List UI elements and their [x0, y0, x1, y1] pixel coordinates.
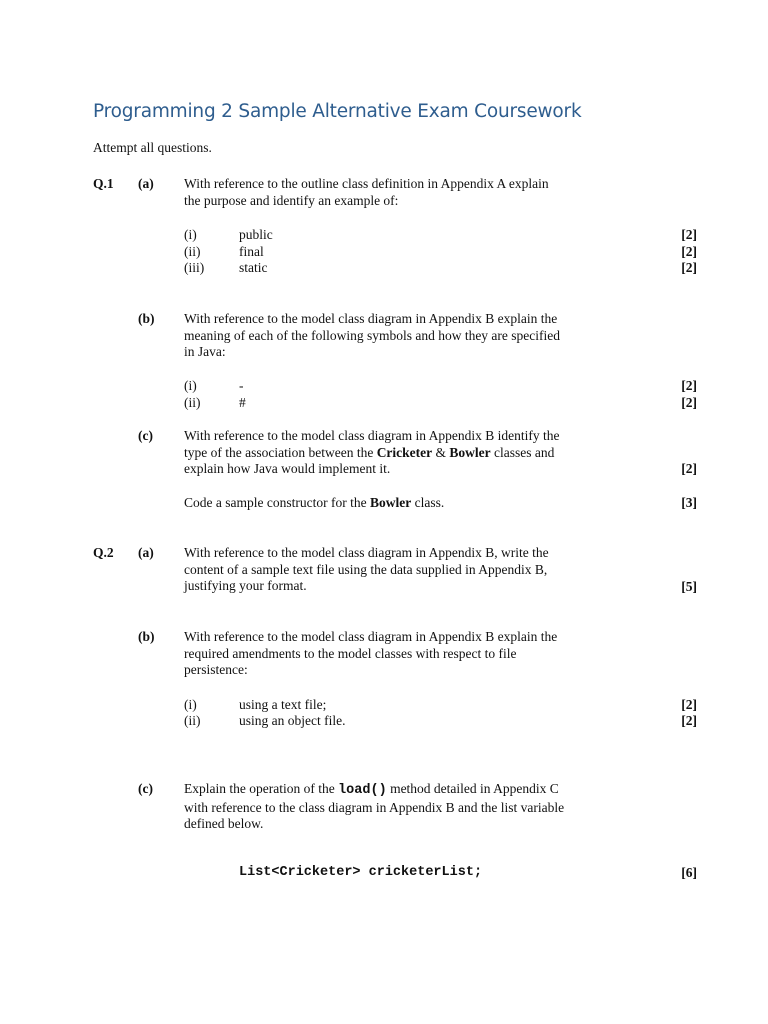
q1b-line-1: With reference to the model class diagram in Appendix B explain the — [184, 311, 558, 326]
q2-part-b-label: (b) — [138, 629, 155, 644]
q2b-item-1-text: using a text file; — [239, 697, 327, 712]
q1a-item-1-text: public — [239, 227, 273, 242]
q1b-item-2-mark: [2] — [681, 395, 697, 410]
q1a-line-2: the purpose and identify an example of: — [184, 192, 399, 208]
q2c-line-1: Explain the operation of the load() method detailed in Appendix C — [184, 781, 559, 798]
bowler-class-term: Bowler — [369, 495, 412, 510]
q1c-constructor-line: Code a sample constructor for the Bowler class. — [184, 495, 445, 510]
q1-part-b-label: (b) — [138, 311, 155, 326]
q2c-line-3: defined below. — [184, 816, 264, 832]
q2b-item-2-numeral: (ii) — [184, 713, 201, 728]
q1a-item-3-numeral: (iii) — [184, 260, 205, 275]
q1a-text — [184, 176, 634, 209]
q1b-item-1-mark: [2] — [681, 378, 697, 393]
q1b-item-1-numeral: (i) — [184, 378, 197, 393]
q2b-item-1-numeral: (i) — [184, 697, 197, 712]
q1b-line-3: in Java: — [184, 344, 226, 360]
q2b-line-2: required amendments to the model classes with respect to file — [184, 645, 517, 661]
q2a-text — [184, 545, 634, 595]
q2-part-a-label: (a) — [138, 545, 154, 560]
load-method-code: load() — [338, 783, 387, 798]
q2a-mark: [5] — [681, 579, 697, 594]
q2c-line-2: with reference to the class diagram in Appendix B and the list variable — [184, 799, 565, 815]
q2b-line-1: With reference to the model class diagram in Appendix B explain the — [184, 629, 558, 644]
q1b-item-2-text: # — [239, 395, 246, 410]
q2-part-c-label: (c) — [138, 781, 153, 796]
q2c-text — [184, 781, 634, 833]
q2b-text — [184, 629, 634, 679]
q1c-line-1: With reference to the model class diagram in Appendix B identify the — [184, 428, 560, 443]
cricketer-list-code: List<Cricketer> cricketerList; — [239, 865, 483, 880]
q2b-item-1-mark: [2] — [681, 697, 697, 712]
q1-part-c-label: (c) — [138, 428, 153, 443]
bowler-term: Bowler — [449, 444, 491, 460]
q2c-mark: [6] — [681, 865, 697, 880]
q1a-item-2-mark: [2] — [681, 244, 697, 259]
q1a-item-3-mark: [2] — [681, 260, 697, 275]
q1c-text — [184, 428, 634, 478]
q2a-line-3: justifying your format. — [184, 578, 307, 594]
q2a-line-2: content of a sample text file using the data supplied in Appendix B, — [184, 561, 548, 577]
document-title: Programming 2 Sample Alternative Exam Coursework — [93, 101, 582, 122]
q1b-line-2: meaning of each of the following symbols and how they are specified — [184, 327, 561, 343]
question-1-number: Q.1 — [93, 176, 114, 191]
question-2-number: Q.2 — [93, 545, 114, 560]
q2b-line-3: persistence: — [184, 662, 248, 678]
q1a-item-1-numeral: (i) — [184, 227, 197, 242]
q1b-text — [184, 311, 634, 361]
instructions: Attempt all questions. — [93, 140, 212, 155]
q2b-item-2-text: using an object file. — [239, 713, 346, 728]
q1c-mark-2: [3] — [681, 495, 697, 510]
q1b-item-1-text: - — [239, 378, 244, 393]
q1a-line-1: With reference to the outline class definition in Appendix A explain — [184, 176, 549, 191]
q1c-mark-1: [2] — [681, 461, 697, 476]
q1c-line-2: type of the association between the Cricketer & Bowler classes and — [184, 444, 555, 460]
cricketer-term: Cricketer — [376, 444, 433, 460]
q1-part-a-label: (a) — [138, 176, 154, 191]
q1a-item-2-text: final — [239, 244, 264, 259]
q1b-item-2-numeral: (ii) — [184, 395, 201, 410]
q1c-line-3: explain how Java would implement it. — [184, 461, 391, 477]
q1a-item-3-text: static — [239, 260, 268, 275]
q2a-line-1: With reference to the model class diagram in Appendix B, write the — [184, 545, 549, 560]
q1a-item-2-numeral: (ii) — [184, 244, 201, 259]
q2b-item-2-mark: [2] — [681, 713, 697, 728]
q1a-item-1-mark: [2] — [681, 227, 697, 242]
